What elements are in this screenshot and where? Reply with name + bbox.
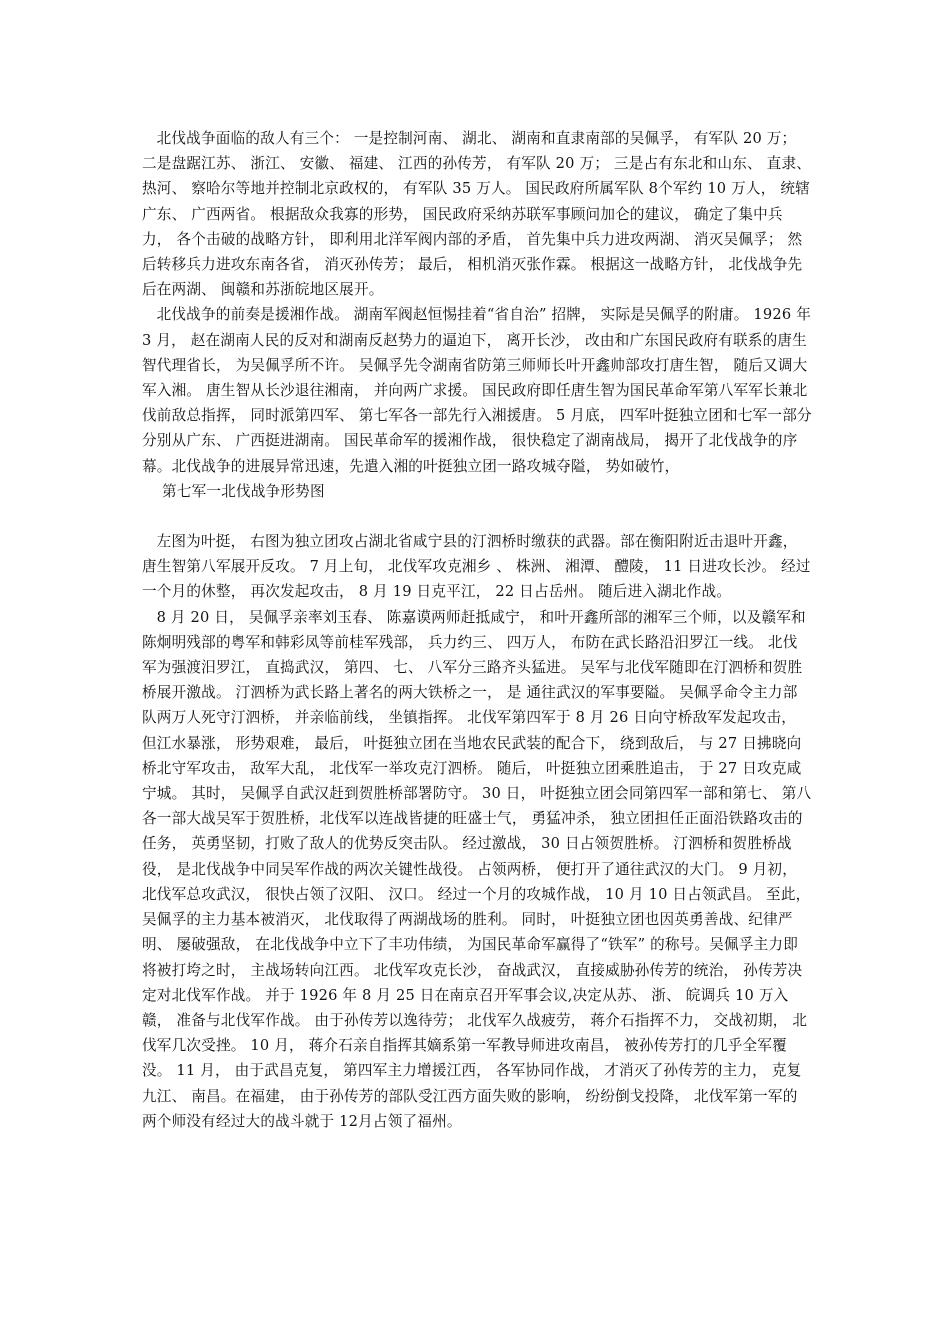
figure-caption: 第七军一北伐战争形势图: [162, 482, 325, 500]
paragraph-wuhan-jiangxi: 8 月 20 日， 吴佩孚亲率刘玉春、 陈嘉谟两师赶抵咸宁， 和叶开鑫所部的湘军三个师，以及赣军和陈炯明残部的粤军和韩彩凤等前桂军残部， 兵力约三、 四万人， 布防在武长路沿汨罗江一线。 北伐军为强渡汨罗江， 直捣武汉， 第四、 七、 八军分三路齐头猛进。 吴军与北伐军随即在汀泗桥和贺胜桥展开激战。 汀泗桥为武长路上著名的两大铁桥之一， 是 通往武汉的军事要隘。 吴佩孚命令主力部队两万人死守汀泗桥， 并亲临前线， 坐镇指挥。 北伐军第四军于 8 月 26 日向守桥敌军发起攻击， 但江水暴涨， 形势艰难， 最后， 叶挺独立团在当地农民武装的配合下， 绕到敌后， 与 27 日拂晓向桥北守军攻击， 敌军大乱， 北伐军一举攻克汀泗桥。 随后， 叶挺独立团乘胜追击， 于 27 日攻克咸宁城。 其时， 吴佩孚自武汉赶到贺胜桥部署防守。 30 日， 叶挺独立团会同第四军一部和第七、 第八各一部大战吴军于贺胜桥，北伐军以连战皆捷的旺盛士气， 勇猛冲杀， 独立团担任正面沿铁路攻击的任务， 英勇坚韧，打败了敌人的优势反突击队。 经过激战， 30 日占领贺胜桥。 汀泗桥和贺胜桥战役， 是北伐战争中同吴军作战的两次关键性战役。 占领两桥， 便打开了通往武汉的大门。 9 月初， 北伐军总攻武汉， 很快占领了汉阳、 汉口。 经过一个月的攻城作战， 10 月 10 日占领武昌。 至此，吴佩孚的主力基本被消灭， 北伐取得了两湖战场的胜利。 同时， 叶挺独立团也因英勇善战、纪律严明、 屡破强敌， 在北伐战争中立下了丰功伟绩， 为国民革命军赢得了“铁军” 的称号。吴佩孚主力即将被打垮之时， 主战场转向江西。 北伐军攻克长沙， 奋战武汉， 直接威胁孙传芳的统治， 孙传芳决定对北伐军作战。 并于 1926 年 8 月 25 日在南京召开军事会议,决定从苏、 浙、 皖调兵 10 万入赣， 准备与北伐军作战。 由于孙传芳以逸待劳； 北伐军久战疲劳， 蒋介石指挥不力， 交战初期， 北伐军几次受挫。 10 月， 蒋介石亲自指挥其嫡系第一军教导师进攻南昌， 被孙传芳打的几乎全军覆没。 11 月， 由于武昌克复， 第四军主力增援江西， 各军协同作战， 才消灭了孙传芳的主力， 克复九江、 南昌。在福建， 由于孙传芳的部队受江西方面失败的影响， 纷纷倒戈投降， 北伐军第一军的两个师没有经过大的战斗就于 12月占领了福州。: [142, 608, 812, 1130]
figure-placeholder: [142, 504, 812, 529]
paragraph-photo-description: 左图为叶挺， 右图为独立团攻占湖北省咸宁县的汀泗桥时缴获的武器。部在衡阳附近击退叶开鑫， 唐生智第八军展开反攻。 7 月上旬， 北伐军攻克湘乡 、 株洲、 湘潭、 醴陵， 11 日进攻长沙。 经过一个月的休整， 再次发起攻击， 8 月 19 日克平江， 22 日占岳州。 随后进入湖北作战。: [142, 533, 811, 601]
paragraph-hunan-campaign: 北伐战争的前奏是援湘作战。 湖南军阀赵恒惕挂着“省自治” 招牌， 实际是吴佩孚的附庸。 1926 年 3 月， 赵在湖南人民的反对和湖南反赵势力的逼迫下， 离开长沙， 改由和广东国民政府有联系的唐生智代理省长， 为吴佩孚所不许。 吴佩孚先令湖南省防第三师师长叶开鑫帅部攻打唐生智， 随后又调大军入湘。 唐生智从长沙退往湘南， 并向两广求援。 国民政府即任唐生智为国民革命军第八军军长兼北伐前敌总指挥， 同时派第四军、 第七军各一部先行入湘援唐。 5 月底， 四军叶挺独立团和七军一部分分别从广东、 广西挺进湖南。 国民革命军的援湘作战， 很快稳定了湖南战局， 揭开了北伐战争的序幕。北伐战争的进展异常迅速，先遣入湘的叶挺独立团一路攻城夺隘， 势如破竹，: [142, 306, 812, 475]
paragraph-enemies: 北伐战争面临的敌人有三个： 一是控制河南、 湖北、 湖南和直隶南部的吴佩孚， 有军队 20 万； 二是盘踞江苏、 浙江、 安徽、 福建、 江西的孙传芳， 有军队 20 万； 三是占有东北和山东、 直隶、 热河、 察哈尔等地并控制北京政权的， 有军队 35 万人。 国民政府所属军队 8个军约 10 万人， 统辖广东、 广西两省。 根据敌众我寡的形势， 国民政府采纳苏联军事顾问加仑的建议， 确定了集中兵力， 各个击破的战略方针， 即利用北洋军阀内部的矛盾， 首先集中兵力进攻两湖、 消灭吴佩孚； 然后转移兵力进攻东南各省， 消灭孙传芳； 最后， 相机消灭张作霖。 根据这一战略方针， 北伐战争先后在两湖、 闽赣和苏浙皖地区展开。: [142, 130, 812, 299]
document-body: [142, 126, 812, 1134]
